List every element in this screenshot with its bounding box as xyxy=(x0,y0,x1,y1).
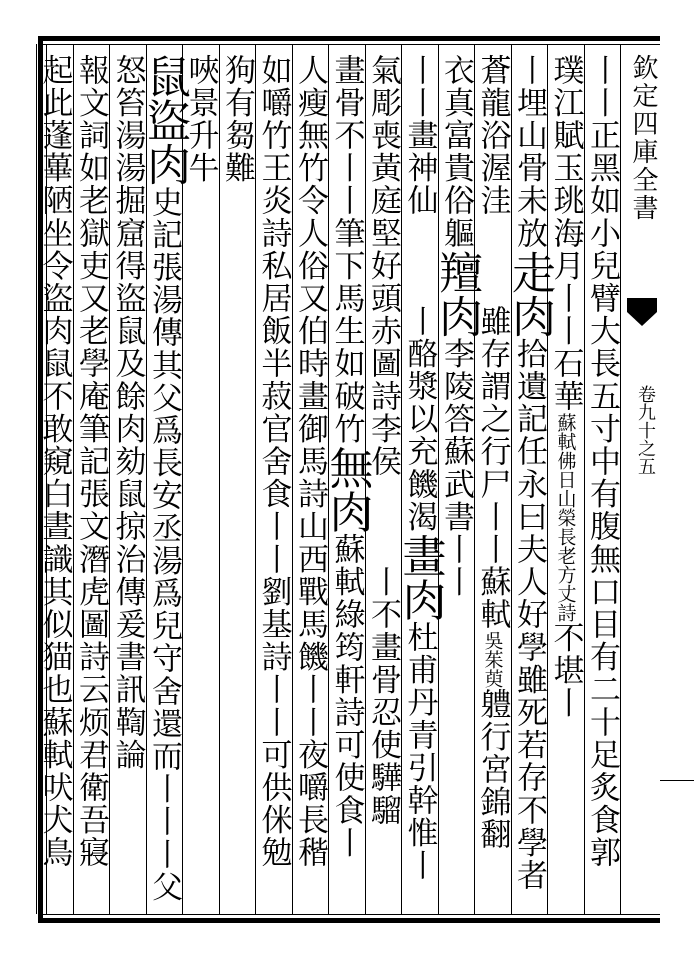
text-column-7 xyxy=(365,54,401,827)
body-text: 璞江賦玉珧海月丨丨石華 xyxy=(547,54,584,413)
text-column-3 xyxy=(504,54,555,892)
headword: 肉 xyxy=(504,293,555,338)
fish-tail-mark-icon xyxy=(627,298,657,332)
frame-top-border xyxy=(38,36,660,41)
headword: 鼠 xyxy=(139,54,190,98)
body-text: 人瘦無竹令人俗又伯時畫御馬詩山西戰馬饑丨丨夜嚼長稭 xyxy=(292,54,328,869)
text-column-2 xyxy=(548,54,584,719)
text-column-5 xyxy=(431,54,482,599)
headword xyxy=(395,261,446,305)
body-text: 衣真富貴俗軀 xyxy=(438,54,474,250)
body-text: 史記張湯傳其父爲長安丞湯爲兒守舍還而丨丨丨父 xyxy=(146,186,182,904)
headword: 無 xyxy=(321,445,373,490)
headword xyxy=(395,217,446,261)
annotation-text: 蘇軾佛日山榮長老方丈詩 xyxy=(554,412,577,622)
body-text: 丨埋山骨未放 xyxy=(511,54,547,250)
text-column-16 xyxy=(37,54,73,869)
text-column-14 xyxy=(110,54,146,771)
headword: 羶 xyxy=(431,249,482,294)
headword: 畫 xyxy=(394,533,446,578)
body-text: 蘇軾 xyxy=(474,565,511,632)
headword: 肉 xyxy=(321,489,373,534)
body-text: 軆行宮錦翻 xyxy=(474,688,511,852)
body-text: 唊景升牛 xyxy=(182,54,219,185)
text-column-11 xyxy=(219,54,255,184)
headword: 肉 xyxy=(394,577,446,622)
frame-bottom-inner-border xyxy=(38,914,660,915)
margin-title: 欽定四庫全書 xyxy=(628,54,658,222)
text-column-13 xyxy=(139,54,190,904)
frame-bottom-border xyxy=(38,918,660,923)
annotation-text: 吳茱萸 xyxy=(481,631,504,689)
body-text: 丨丨正黑如小兒臂大長五寸中有腹無口目有二十足炙食郭 xyxy=(584,54,620,869)
body-text: 拾遺記任永曰夫人好學雖死若存不學者 xyxy=(511,337,547,892)
fascicle-number: 卷九十之五 xyxy=(635,385,656,475)
text-column-9 xyxy=(292,54,328,869)
body-text: 丨丨畫神仙 xyxy=(401,54,438,217)
body-text: 丨酪漿以充饑渴 xyxy=(401,305,438,534)
margin-rule xyxy=(660,780,694,781)
body-text: 雖存謂之行尸丨丨 xyxy=(474,305,511,566)
text-column-8 xyxy=(321,54,373,860)
body-text: 起此蓬蓽陋坐令盜肉鼠不敢窺白晝識其似猫也蘇軾吠犬鳥 xyxy=(36,54,73,869)
column-rule xyxy=(620,44,621,914)
text-column-1 xyxy=(584,54,620,869)
body-text: 狗有芻難 xyxy=(219,54,255,185)
body-text: 蘇軾綠筠軒詩可使食丨 xyxy=(328,533,365,860)
headword: 走 xyxy=(504,249,555,294)
frame-top-inner-border xyxy=(38,44,660,45)
body-text: 氣彫喪黃庭堅好頭赤圖詩李侯 xyxy=(365,54,401,478)
body-text: 畫骨不丨丨筆下馬生如破竹 xyxy=(328,54,365,446)
text-column-6 xyxy=(394,54,446,883)
text-column-10 xyxy=(256,54,292,869)
text-column-4 xyxy=(475,54,511,851)
headword: 盜 xyxy=(139,98,190,142)
headword: 肉 xyxy=(431,293,482,338)
body-text: 報文詞如老獄吏又老學庵筆記張文潛虎圖詩云烦君衛吾寢 xyxy=(73,54,109,869)
body-text: 李陵答蘇武書丨丨 xyxy=(438,337,474,599)
body-text: 如嚼竹王炎詩私居飯半菽官舍食丨丨劉基詩丨丨可供侎勉 xyxy=(255,54,292,869)
body-text: 蒼龍浴渥洼 xyxy=(474,54,511,217)
body-text: 怒笞湯湯掘窟得盜鼠及餘肉劾鼠掠治傳爰書訊鞫論 xyxy=(109,54,146,772)
headword: 肉 xyxy=(139,142,190,186)
text-column-15 xyxy=(73,54,109,869)
body-text: 不堪丨 xyxy=(547,621,584,720)
body-text: 杜甫丹青引幹惟丨 xyxy=(401,621,438,883)
body-text: 丨不畫骨忍使驊騮 xyxy=(365,565,401,827)
